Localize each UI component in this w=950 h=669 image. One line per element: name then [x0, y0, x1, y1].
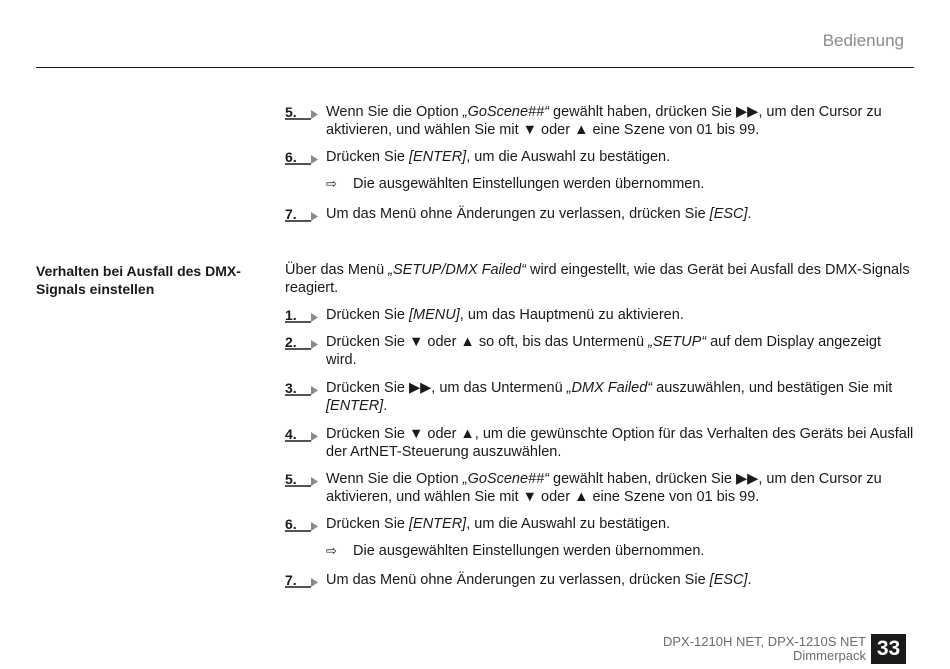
step-arrow-icon — [285, 333, 321, 353]
step-number: 7. — [285, 572, 297, 588]
step-number: 3. — [285, 380, 297, 396]
step-arrow-icon — [285, 205, 321, 225]
step-item — [285, 515, 915, 533]
step-arrow-icon — [285, 515, 321, 535]
step-arrow-icon — [285, 306, 321, 326]
result-text: Die ausgewählten Einstellungen werden übernommen. — [353, 543, 705, 559]
step-number: 4. — [285, 426, 297, 442]
result-arrow-icon: ⇨ — [326, 176, 337, 191]
step-item — [285, 379, 915, 415]
step-text: Drücken Sie [ENTER], um die Auswahl zu bestätigen. — [326, 149, 671, 165]
step-text: Um das Menü ohne Änderungen zu verlassen, drücken Sie [ESC]. — [326, 572, 752, 588]
step-text: Drücken Sie [MENU], um das Hauptmenü zu aktivieren. — [326, 307, 684, 323]
page-number-badge: 33 — [871, 634, 906, 664]
footer-product-info — [566, 635, 866, 663]
page-header-title: Bedienung — [822, 31, 904, 50]
step-number: 7. — [285, 206, 297, 222]
step-item — [285, 333, 915, 369]
step-number: 1. — [285, 307, 297, 323]
result-arrow-icon: ⇨ — [326, 543, 337, 558]
step-arrow-icon — [285, 571, 321, 591]
step-arrow-icon — [285, 379, 321, 399]
section-heading: Verhalten bei Ausfall des DMX-Signals einstellen — [36, 263, 241, 297]
step-arrow-icon — [285, 103, 321, 123]
step-text: Wenn Sie die Option „GoScene##“ gewählt haben, drücken Sie ▶▶, um den Cursor zu aktivieren, und wählen Sie mit ▼ oder ▲ eine Szene von 01 bis 99. — [326, 104, 882, 138]
step-text: Drücken Sie ▶▶, um das Untermenü „DMX Failed“ auszuwählen, und bestätigen Sie mit [ENTER]. — [326, 380, 893, 414]
footer-product-line: Dimmerpack — [793, 648, 866, 663]
step-text: Wenn Sie die Option „GoScene##“ gewählt haben, drücken Sie ▶▶, um den Cursor zu aktivieren, und wählen Sie mit ▼ oder ▲ eine Szene von 01 bis 99. — [326, 471, 882, 505]
step-number: 2. — [285, 334, 297, 350]
step-text: Um das Menü ohne Änderungen zu verlassen, drücken Sie [ESC]. — [326, 206, 752, 222]
step-number: 6. — [285, 516, 297, 532]
step-item — [285, 306, 915, 324]
step-text: Drücken Sie ▼ oder ▲ so oft, bis das Untermenü „SETUP“ auf dem Display angezeigt wird. — [326, 334, 881, 368]
step-arrow-icon — [285, 148, 321, 168]
result-item — [326, 542, 916, 560]
step-item — [285, 148, 915, 166]
step-arrow-icon — [285, 425, 321, 445]
step-item — [285, 425, 915, 461]
step-arrow-icon — [285, 470, 321, 490]
footer-model-line: DPX-1210H NET, DPX-1210S NET — [662, 634, 866, 649]
result-text: Die ausgewählten Einstellungen werden übernommen. — [353, 176, 705, 192]
step-number: 6. — [285, 149, 297, 165]
step-item — [285, 470, 915, 506]
step-item — [285, 571, 915, 589]
intro-text: Über das Menü „SETUP/DMX Failed“ wird eingestellt, wie das Gerät bei Ausfall des DMX-Signals reagiert. — [285, 262, 910, 296]
step-number: 5. — [285, 471, 297, 487]
step-item — [285, 103, 915, 139]
step-text: Drücken Sie [ENTER], um die Auswahl zu bestätigen. — [326, 516, 671, 532]
step-number: 5. — [285, 104, 297, 120]
result-item — [326, 175, 916, 193]
header-rule — [36, 67, 914, 68]
step-text: Drücken Sie ▼ oder ▲, um die gewünschte Option für das Verhalten des Geräts bei Ausfall der ArtNET-Steuerung auszuwählen. — [326, 426, 914, 460]
step-item — [285, 205, 915, 223]
